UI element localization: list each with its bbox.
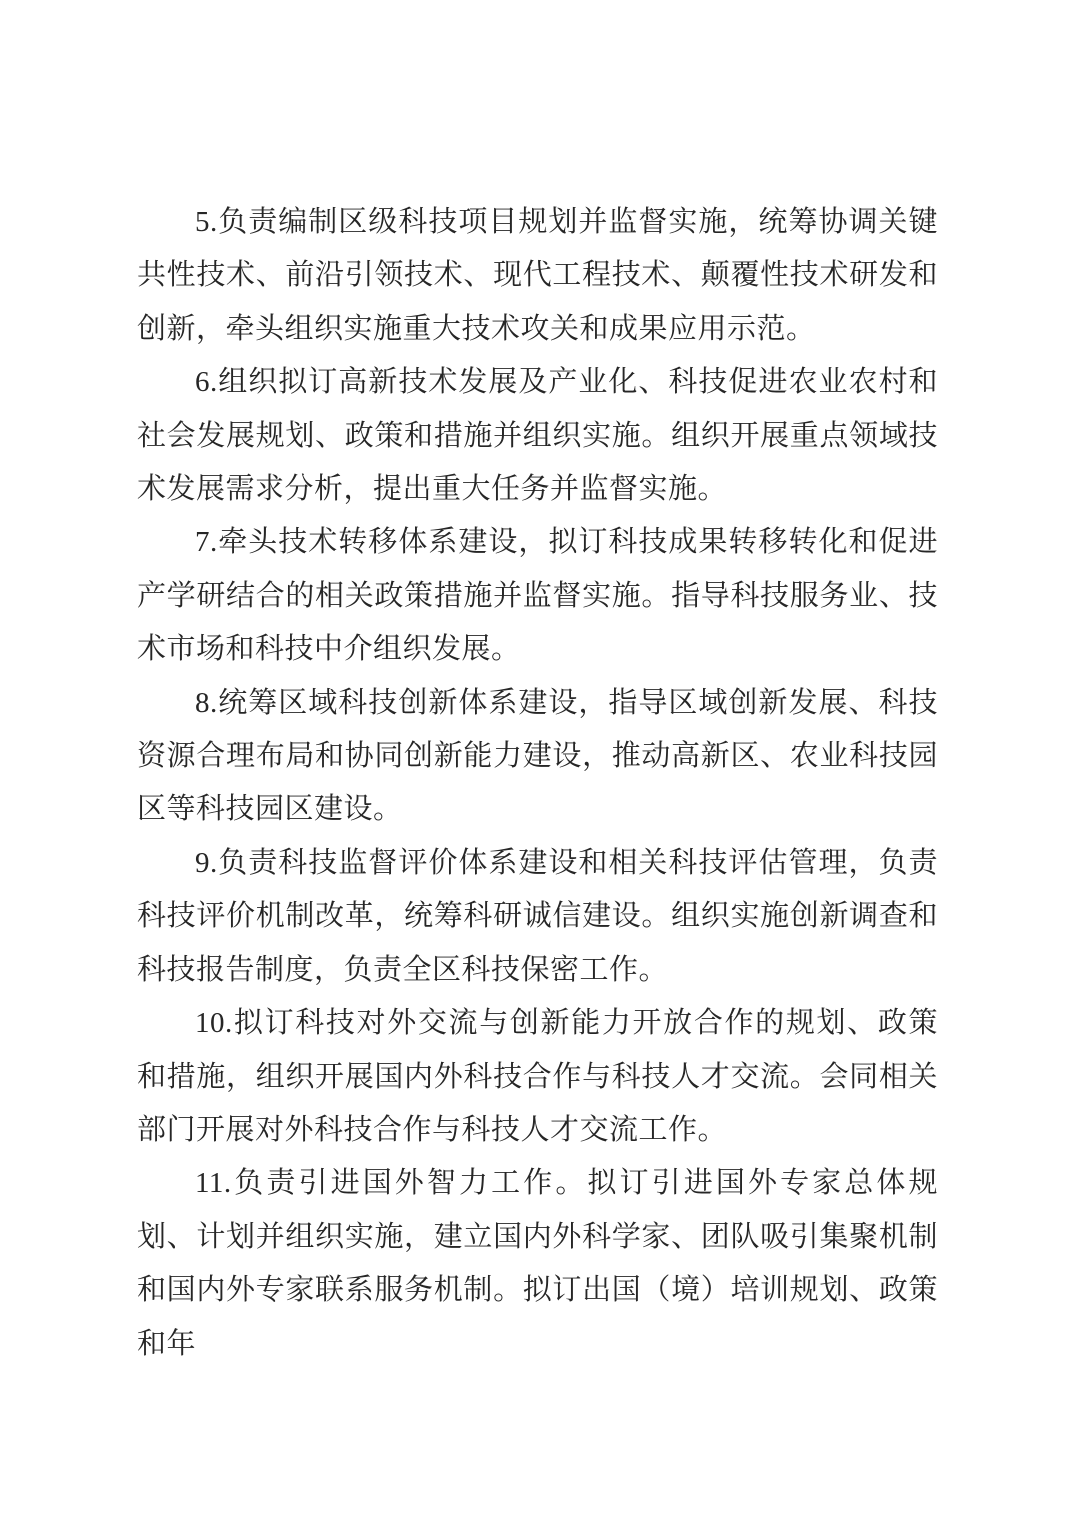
duty-paragraph-10: 10.拟订科技对外交流与创新能力开放合作的规划、政策和措施，组织开展国内外科技合作与科技人才交流。会同相关部门开展对外科技合作与科技人才交流工作。	[137, 1007, 938, 1146]
duty-paragraph-6: 6.组织拟订高新技术发展及产业化、科技促进农业农村和社会发展规划、政策和措施并组织实施。组织开展重点领域技术发展需求分析，提出重大任务并监督实施。	[137, 366, 938, 506]
duty-paragraph-5: 5.负责编制区级科技项目规划并监督实施，统筹协调关键共性技术、前沿引领技术、现代工程技术、颠覆性技术研发和创新，牵头组织实施重大技术攻关和成果应用示范。	[137, 206, 938, 345]
document-body-text	[137, 196, 938, 1371]
duty-paragraph-8: 8.统筹区域科技创新体系建设，指导区域创新发展、科技资源合理布局和协同创新能力建设，推动高新区、农业科技园区等科技园区建设。	[137, 686, 938, 826]
duty-paragraph-7: 7.牵头技术转移体系建设，拟订科技成果转移转化和促进产学研结合的相关政策措施并监督实施。指导科技服务业、技术市场和科技中介组织发展。	[137, 526, 938, 666]
duty-paragraph-11: 11.负责引进国外智力工作。拟订引进国外专家总体规划、计划并组织实施，建立国内外科学家、团队吸引集聚机制和国内外专家联系服务机制。拟订出国（境）培训规划、政策和年	[137, 1167, 938, 1360]
duty-paragraph-9: 9.负责科技监督评价体系建设和相关科技评估管理，负责科技评价机制改革，统筹科研诚信建设。组织实施创新调查和科技报告制度，负责全区科技保密工作。	[137, 846, 938, 986]
